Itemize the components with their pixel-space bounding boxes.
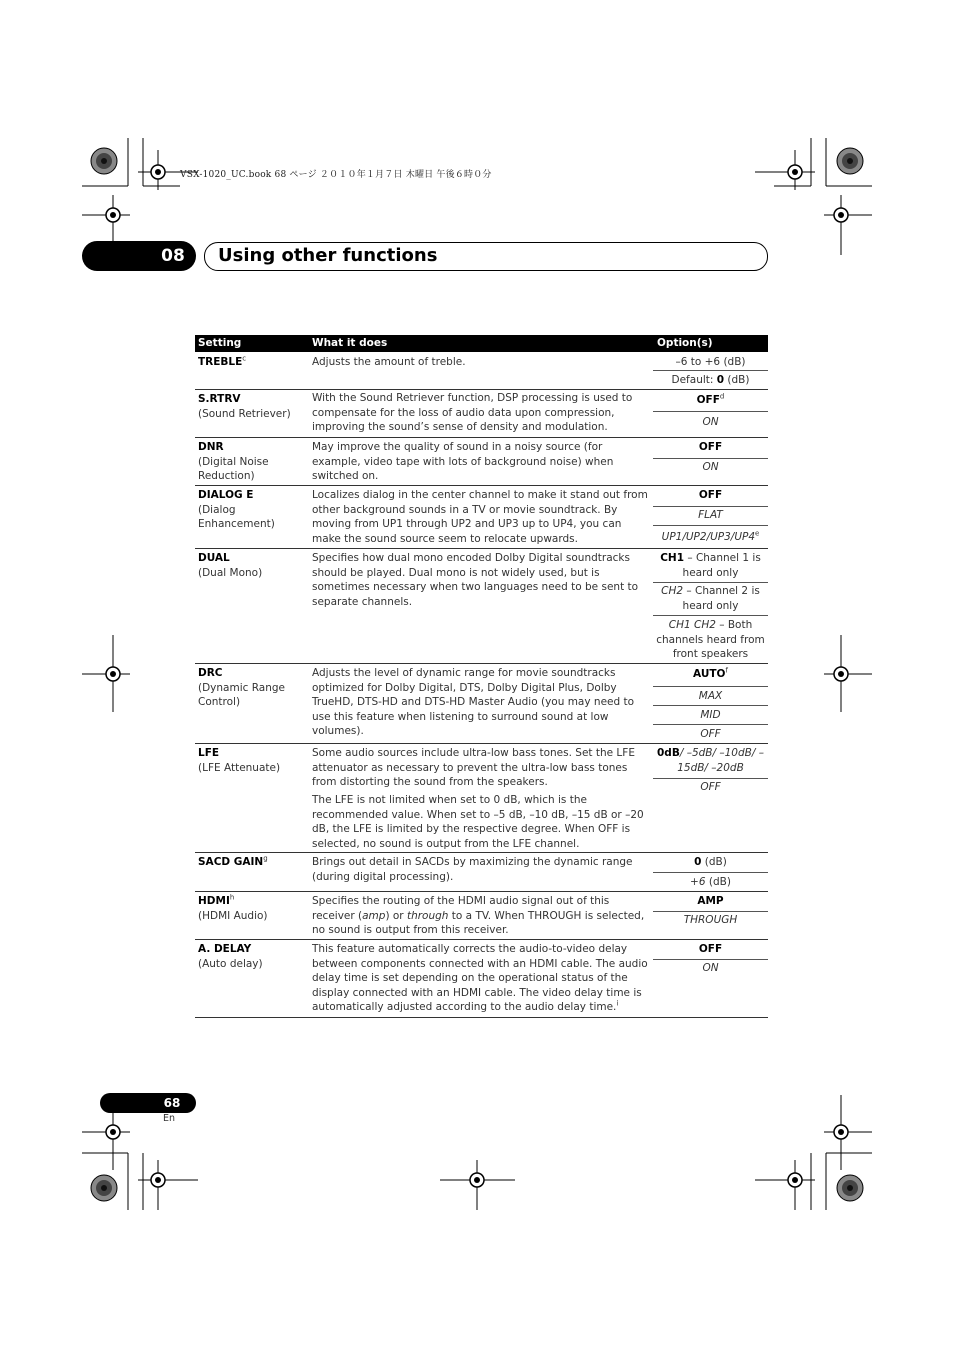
row-divider [195,1017,768,1018]
setting-name: A. DELAY [198,943,252,955]
setting-name-cell [198,551,303,580]
option-value: 0dB/ –5dB/ –10dB/ –15dB/ –20dB [657,747,764,774]
setting-name: SACD GAIN [198,856,264,868]
option-value: ON [702,962,719,974]
setting-name-cell [198,942,303,971]
setting-name-cell [198,355,303,370]
footnote-marker: f [725,666,728,675]
option-divider [653,686,768,687]
option-value: MAX [698,690,723,702]
option-value: ON [702,416,719,428]
setting-subtitle: (LFE Attenuate) [198,761,281,774]
setting-subtitle: (Auto delay) [198,957,263,970]
row-divider [195,663,768,664]
setting-name: TREBLE [198,356,243,368]
option-divider [653,458,768,459]
column-header-setting: Setting [198,337,242,349]
setting-name: DIALOG E [198,489,254,501]
setting-name: LFE [198,747,220,759]
option-divider [653,506,768,507]
row-divider [195,891,768,892]
row-divider [195,548,768,549]
option-divider [653,778,768,779]
option-divider [653,370,768,371]
row-divider [195,939,768,940]
row-divider [195,852,768,853]
setting-description: Localizes dialog in the center channel to make it stand out from other background sounds in a TV or movie soundtrack. By moving from UP1 through UP2 and UP3 up to UP4, you can make the sound source seem to relocate upwards. [312,489,648,545]
option-divider [653,615,768,616]
footnote-marker: c [242,354,247,363]
chapter-number: 08 [161,246,185,266]
option-value: AMP [697,895,724,907]
row-divider [195,485,768,486]
page-number: 68 [163,1096,181,1110]
setting-subtitle: (Dynamic Range Control) [198,681,286,708]
table-header [195,335,768,352]
option-divider [653,411,768,412]
setting-name: DRC [198,667,223,679]
setting-subtitle: (Dialog Enhancement) [198,503,275,530]
setting-name-cell [198,392,303,421]
option-divider [653,582,768,583]
footnote-marker: h [229,893,235,902]
option-divider [653,724,768,725]
footnote-marker: e [755,529,760,538]
setting-subtitle: (Digital Noise Reduction) [198,455,269,482]
setting-name: DUAL [198,552,230,564]
setting-description: Specifies how dual mono encoded Dolby Digital soundtracks should be played. Dual mono is not widely used, but is sometimes necessary when two languages need to be sent to separate channels. [312,552,639,608]
option-value: CH1 CH2 – Both channels heard from front speakers [656,619,765,660]
chapter-title: Using other functions [218,245,438,266]
setting-description: Specifies the routing of the HDMI audio signal out of this receiver (amp) or through to a TV. When THROUGH is selected, no sound is output from this receiver. [312,895,645,936]
setting-description: May improve the quality of sound in a noisy source (for example, video tape with lots of background noise) when switched on. [312,441,614,482]
option-value: OFF [700,728,721,740]
setting-name: S.RTRV [198,393,241,405]
setting-description: Brings out detail in SACDs by maximizing the dynamic range (during digital processing). [312,856,633,883]
option-value: THROUGH [683,914,738,926]
option-value: Default: 0 (dB) [671,374,750,386]
option-divider [653,872,768,873]
setting-name: DNR [198,441,224,453]
setting-name-cell [198,440,303,484]
setting-name-cell [198,488,303,532]
option-value: OFF [698,441,723,453]
page-language: En [163,1113,176,1124]
option-value: MID [700,709,721,721]
setting-subtitle: (Sound Retriever) [198,407,291,420]
option-value: AUTO$^f$ [693,666,728,680]
option-divider [653,525,768,526]
print-file-info: VSX-1020_UC.book 68 ページ ２０１０年１月７日 木曜日 午後６時０分 [180,170,492,180]
column-header-what-it-does: What it does [312,337,388,349]
option-value: CH1 – Channel 1 is heard only [660,552,761,579]
row-divider [195,743,768,744]
option-divider [653,959,768,960]
setting-description: This feature automatically corrects the audio-to-video delay between components connected with an HDMI cable. The audio delay time is set depending on the operational status of the display connected with an HDMI cable. The video delay time is automatically adjusted according to the audio delay time.$^i$ [312,943,648,1013]
column-header-options: Option(s) [657,337,713,349]
setting-description: With the Sound Retriever function, DSP processing is used to compensate for the loss of audio data upon compression, improving the sound’s sense of density and modulation. [312,392,633,433]
option-value: OFF$^d$ [696,392,725,406]
footnote-marker: d [719,392,725,401]
option-value: UP1/UP2/UP3/UP4e [661,529,760,543]
setting-name-cell [198,855,303,870]
option-value: ON [702,461,719,473]
option-value: OFF [700,781,721,793]
option-divider [653,911,768,912]
setting-name-cell [198,894,303,923]
setting-name: HDMI [198,895,230,907]
option-value: +6 (dB) [690,876,731,888]
option-value: FLAT [698,509,723,521]
setting-subtitle: (HDMI Audio) [198,909,268,922]
option-value: –6 to +6 (dB) [675,356,746,368]
setting-subtitle: (Dual Mono) [198,566,263,579]
option-divider [653,705,768,706]
option-value: CH2 – Channel 2 is heard only [661,585,760,612]
option-value: OFF [698,489,723,501]
option-value: 0 (dB) [694,856,727,868]
setting-description: Adjusts the amount of treble. [312,356,466,368]
setting-description: Some audio sources include ultra-low bass tones. Set the LFE attenuator as necessary to prevent the ultra-low bass tones from distorting the sound from the speakers. [312,747,635,788]
row-divider [195,437,768,438]
footnote-marker: g [263,854,268,863]
setting-name-cell [198,746,303,775]
option-value: OFF [698,943,723,955]
row-divider [195,389,768,390]
setting-description: Adjusts the level of dynamic range for movie soundtracks optimized for Dolby Digital, DTS, Dolby Digital Plus, Dolby TrueHD, DTS-HD and DTS-HD Master Audio (you may need to use this feature when listening to surround sound at low volumes). [312,667,635,737]
setting-name-cell [198,666,303,710]
setting-description: The LFE is not limited when set to 0 dB, which is the recommended value. When set to –5 dB, –10 dB, –15 dB or –20 dB, the LFE is limited by the respective degree. When OFF is selected, no sound is output from the LFE channel. [312,794,644,850]
footnote-marker: i [616,999,619,1008]
